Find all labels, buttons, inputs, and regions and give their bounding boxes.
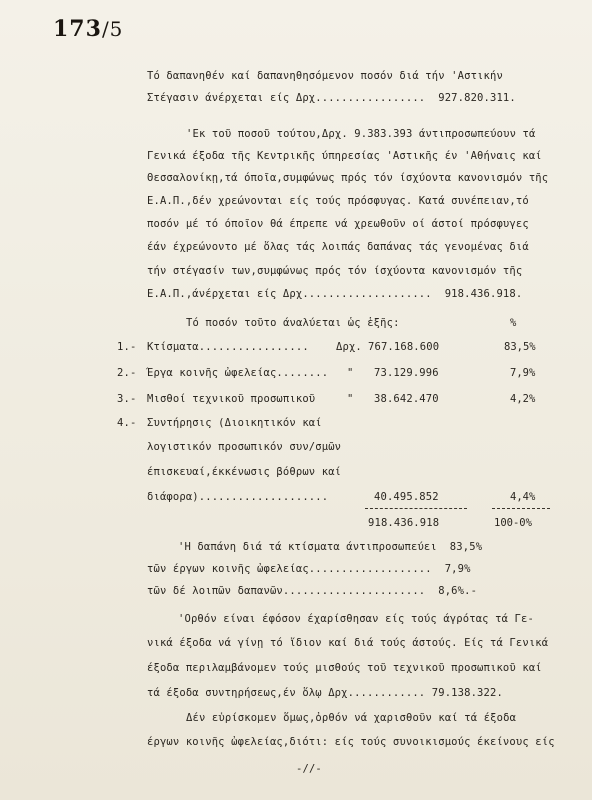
paragraph-1-line-2: Στέγασιν άνέρχεται είς Δρχ................. 927.820.311. bbox=[147, 92, 516, 104]
percent-header: % bbox=[510, 317, 517, 329]
summary-line-2: τῶν έργων κοινῆς ὠφελείας................... 7,9% bbox=[147, 563, 471, 575]
total-amount: 918.436.918 bbox=[368, 517, 440, 529]
item-currency: Δρχ. bbox=[336, 341, 362, 353]
item-percent: 7,9% bbox=[510, 367, 536, 379]
closing-line-1: 'Ορθόν είναι έφόσον έχαρίσθησαν είς τούς άγρότας τά Γε- bbox=[178, 613, 534, 625]
closing-line-3: έξοδα περιλαμβάνομεν τούς μισθούς τοῦ τεχνικοῦ προσωπικοῦ καί bbox=[147, 662, 542, 674]
closing-line-2: νικά έξοδα νά γίνῃ τό ἴδιον καί διά τούς άστούς. Είς τά Γενικά bbox=[147, 637, 549, 649]
paragraph-2-line-1: 'Εκ τοῦ ποσοῦ τούτου,Δρχ. 9.383.393 άντιπροσωπεύουν τά bbox=[186, 128, 536, 140]
item-amount: 38.642.470 bbox=[374, 393, 439, 405]
item-amount: 40.495.852 bbox=[374, 491, 439, 503]
paragraph-2-line-5: ποσόν μέ τό όποῖον θά έπρεπε νά χρεωθοῦν οί άστοί πρόσφυγες bbox=[147, 218, 529, 230]
item-label: Μισθοί τεχνικοῦ προσωπικοῦ bbox=[147, 393, 316, 405]
folio-main: 173 bbox=[53, 16, 102, 42]
total-percent: 100-0% bbox=[494, 517, 532, 529]
paragraph-2-line-8: Ε.Α.Π.,άνέρχεται είς Δρχ.................... 918.436.918. bbox=[147, 288, 523, 300]
paragraph-2-line-2: Γενικά έξοδα τῆς Κεντρικῆς ύπηρεσίας 'Αστικῆς έν 'Αθήναις καί bbox=[147, 150, 542, 162]
summary-line-3: τῶν δέ λοιπῶν δαπανῶν...................... 8,6%.- bbox=[147, 585, 478, 597]
item-amount: 73.129.996 bbox=[374, 367, 439, 379]
item-number: 2.- bbox=[117, 367, 137, 379]
item-percent: 4,4% bbox=[510, 491, 536, 503]
closing-line-4: τά έξοδα συντηρήσεως,έν ὅλῳ Δρχ............ 79.138.322. bbox=[147, 687, 503, 699]
item-label-line-2: λογιστικόν προσωπικόν συν/σμῶν bbox=[147, 441, 342, 453]
page-footer-mark: -//- bbox=[296, 763, 322, 775]
paragraph-2-line-7: τήν στέγασίν των,συμφώνως πρός τόν ίσχύοντα κανονισμόν τῆς bbox=[147, 265, 523, 277]
item-label-line-1: Συντήρησις (Διοικητικόν καί bbox=[147, 417, 322, 429]
item-number: 4.- bbox=[117, 417, 137, 429]
item-currency: " bbox=[347, 367, 354, 379]
item-label-line-4: διάφορα).................... bbox=[147, 491, 329, 503]
item-label-line-3: έπισκευαί,έκκένωσις βόθρων καί bbox=[147, 466, 342, 478]
item-currency: " bbox=[347, 393, 354, 405]
summary-line-1: 'Η δαπάνη διά τά κτίσματα άντιπροσωπεύει 83,5% bbox=[178, 541, 483, 553]
paragraph-2-line-4: Ε.Α.Π.,δέν χρεώνονται είς τούς πρόσφυγας. Κατά συνέπειαν,τό bbox=[147, 195, 529, 207]
item-amount: 767.168.600 bbox=[368, 341, 440, 353]
paragraph-2-line-6: έάν έχρεώνοντο μέ ὅλας τάς λοιπάς δαπάνας τάς γενομένας διά bbox=[147, 241, 529, 253]
sum-rule-amount bbox=[365, 508, 467, 509]
item-number: 1.- bbox=[117, 341, 137, 353]
sum-rule-percent bbox=[492, 508, 550, 509]
item-label: Έργα κοινῆς ὠφελείας........ bbox=[147, 367, 329, 379]
paragraph-1-line-1: Τό δαπανηθέν καί δαπανηθησόμενον ποσόν διά τήν 'Αστικήν bbox=[147, 70, 503, 82]
item-percent: 4,2% bbox=[510, 393, 536, 405]
closing-line-5: Δέν εὑρίσκομεν ὅμως,ὀρθόν νά χαρισθοῦν καί τά έξοδα bbox=[186, 712, 517, 724]
folio-number bbox=[53, 16, 123, 42]
item-number: 3.- bbox=[117, 393, 137, 405]
breakdown-intro: Τό ποσόν τοῦτο άναλύεται ὡς ἑξῆς: bbox=[186, 317, 400, 329]
item-percent: 83,5% bbox=[504, 341, 536, 353]
closing-line-6: έργων κοινῆς ὠφελείας,διότι: είς τούς συνοικισμούς έκείνους είς bbox=[147, 736, 555, 748]
item-label: Κτίσματα................. bbox=[147, 341, 309, 353]
paragraph-2-line-3: Θεσσαλονίκῃ,τά όποῖα,συμφώνως πρός τόν ίσχύοντα κανονισμόν τῆς bbox=[147, 172, 549, 184]
folio-suffix: /5 bbox=[101, 17, 124, 41]
